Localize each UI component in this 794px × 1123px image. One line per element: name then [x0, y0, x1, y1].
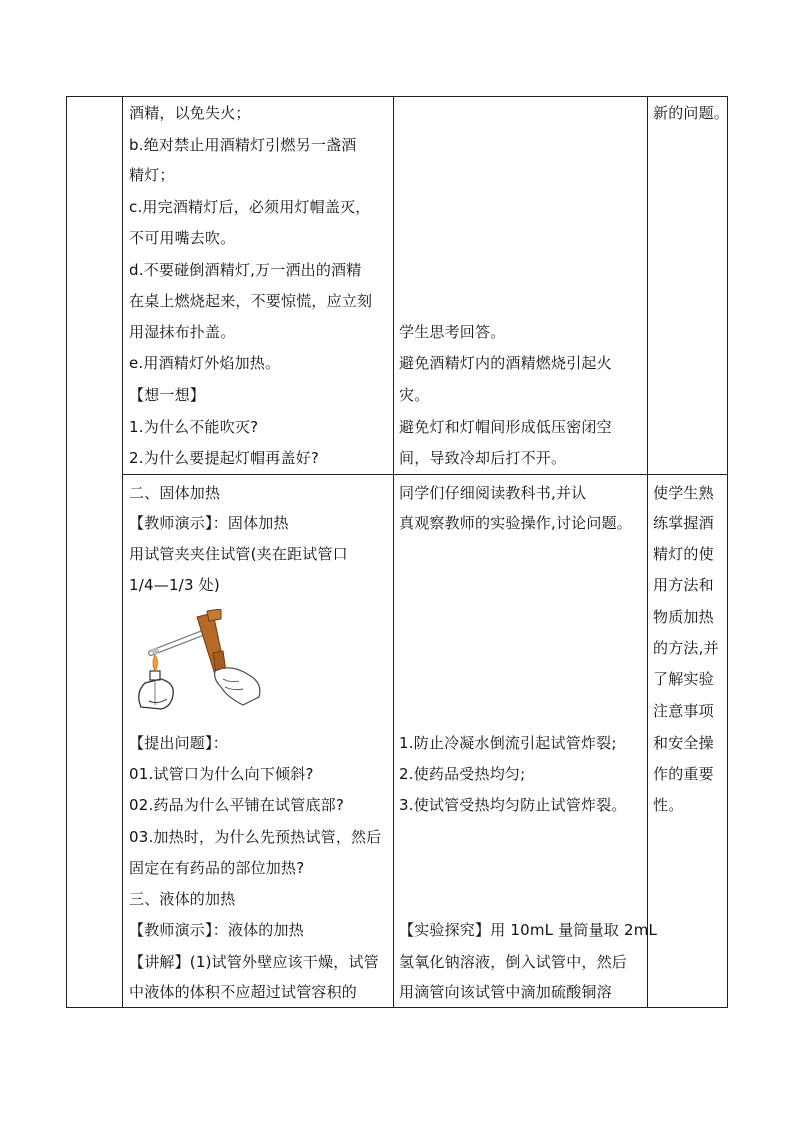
- text-line: 【实验探究】用 10mL 量筒量取 2mL: [399, 921, 658, 939]
- text-line: 2.为什么要提起灯帽再盖好?: [129, 449, 320, 467]
- text-line: 在桌上燃烧起来，不要惊慌，应立刻: [129, 292, 373, 310]
- text-line: 同学们仔细阅读教科书,并认: [399, 484, 587, 502]
- text-line: 精灯的使: [653, 545, 714, 563]
- text-line: 【教师演示】：固体加热: [129, 514, 289, 532]
- text-line: 用方法和: [653, 576, 714, 594]
- text-line: c.用完酒精灯后，必须用灯帽盖灭，: [129, 198, 371, 216]
- text-line: 02.药品为什么平铺在试管底部?: [129, 796, 345, 814]
- text-line: 酒精，以免失火；: [129, 104, 251, 122]
- column-divider: [647, 97, 648, 1007]
- text-line: 用试管夹夹住试管(夹在距试管口: [129, 545, 348, 563]
- text-line: e.用酒精灯外焰加热。: [129, 354, 281, 372]
- text-line: 使学生熟: [653, 484, 714, 502]
- text-line: 的方法,并: [653, 639, 719, 657]
- text-line: 【教师演示】：液体的加热: [129, 921, 304, 939]
- text-line: 固定在有药品的部位加热?: [129, 859, 305, 877]
- text-line: 物质加热: [653, 608, 714, 626]
- text-line: 1/4—1/3 处): [129, 576, 220, 594]
- text-line: 精灯；: [129, 166, 175, 184]
- column-divider: [393, 97, 394, 1007]
- section-heading: 【提出问题】：: [129, 734, 228, 752]
- test-tube-heating-illustration: [131, 609, 271, 719]
- text-line: 2.使药品受热均匀;: [399, 765, 526, 783]
- text-line: 03.加热时，为什么先预热试管，然后: [129, 828, 382, 846]
- text-line: 和安全操: [653, 734, 714, 752]
- text-line: 用滴管向该试管中滴加硫酸铜溶: [399, 983, 612, 1001]
- text-line: 学生思考回答。: [399, 323, 506, 341]
- text-line: d.不要碰倒酒精灯,万一洒出的酒精: [129, 261, 362, 279]
- text-line: 1.为什么不能吹灭?: [129, 418, 259, 436]
- text-line: 01.试管口为什么向下倾斜?: [129, 765, 314, 783]
- text-line: 练掌握酒: [653, 514, 714, 532]
- text-line: 作的重要: [653, 765, 714, 783]
- text-line: b.绝对禁止用酒精灯引燃另一盏酒: [129, 136, 357, 154]
- text-line: 不可用嘴去吹。: [129, 229, 236, 247]
- text-line: 真观察教师的实验操作,讨论问题。: [399, 514, 632, 532]
- text-line: 避免酒精灯内的酒精燃烧引起火: [399, 354, 612, 372]
- section-heading: 二、固体加热: [129, 484, 221, 502]
- section-heading: 【想一想】: [129, 386, 206, 404]
- text-line: 用湿抹布扑盖。: [129, 323, 236, 341]
- text-line: 新的问题。: [653, 104, 730, 122]
- text-line: 间，导致冷却后打不开。: [399, 449, 567, 467]
- column-divider: [122, 97, 123, 1007]
- text-line: 灾。: [399, 386, 430, 404]
- row-divider: [122, 474, 727, 475]
- text-line: 1.防止冷凝水倒流引起试管炸裂;: [399, 734, 617, 752]
- text-line: 避免灯和灯帽间形成低压密闭空: [399, 418, 612, 436]
- text-line: 注意事项: [653, 702, 714, 720]
- text-line: 3.使试管受热均匀防止试管炸裂。: [399, 796, 627, 814]
- text-line: 中液体的体积不应超过试管容积的: [129, 983, 358, 1001]
- text-line: 氢氧化钠溶液，倒入试管中，然后: [399, 953, 628, 971]
- lesson-plan-table: [66, 96, 728, 1008]
- text-line: 性。: [653, 796, 684, 814]
- section-heading: 三、液体的加热: [129, 890, 236, 908]
- text-line: 了解实验: [653, 670, 714, 688]
- text-line: 【讲解】(1)试管外壁应该干燥，试管: [129, 953, 379, 971]
